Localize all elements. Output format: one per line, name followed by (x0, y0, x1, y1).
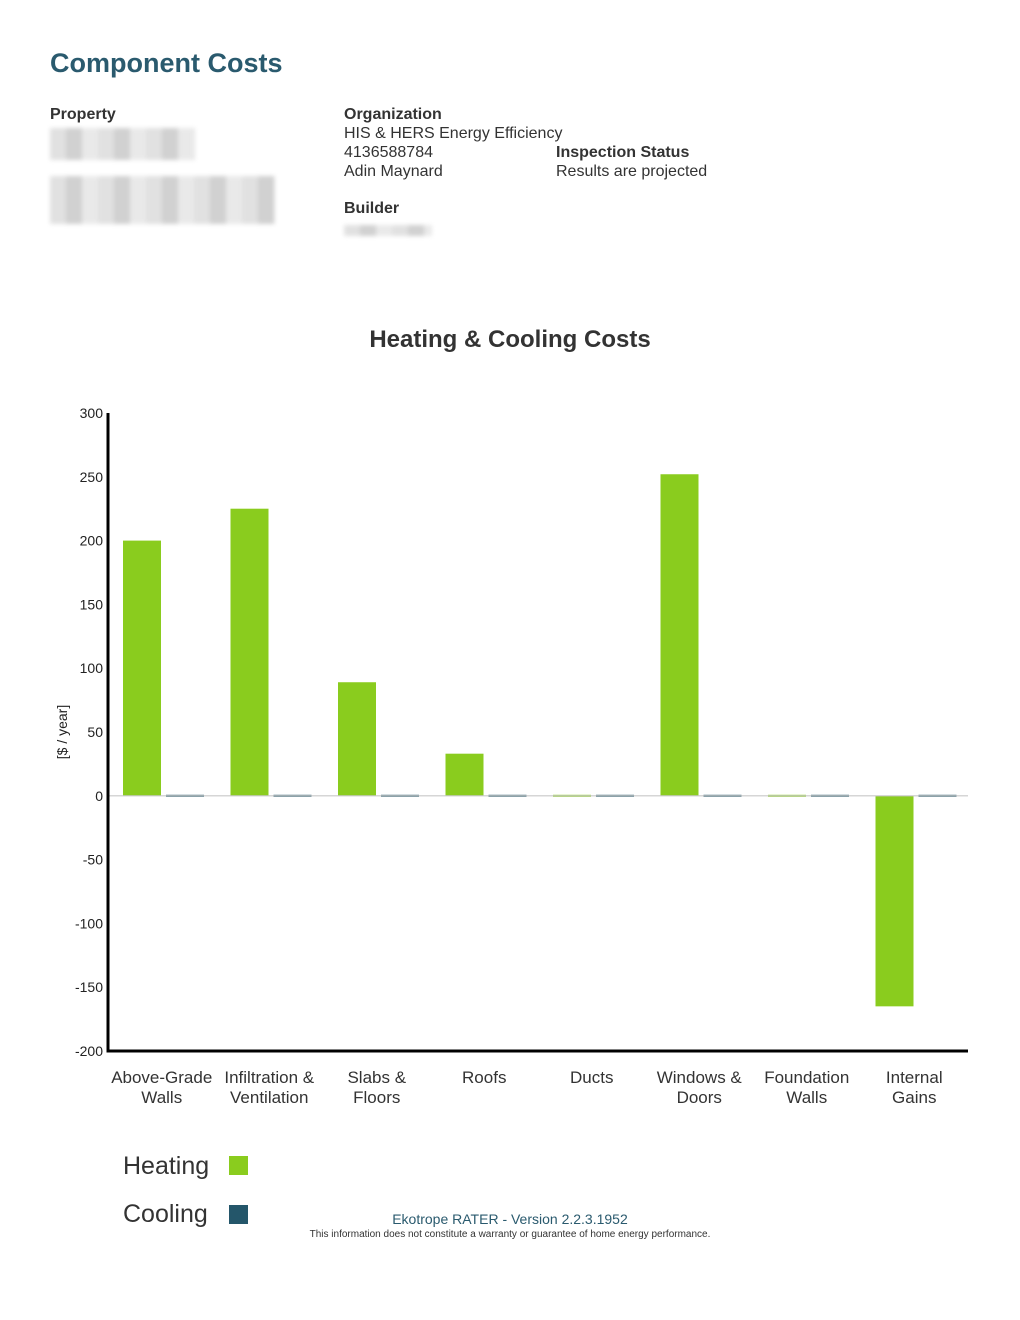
property-address-redacted (50, 128, 195, 160)
organization-label: Organization (344, 106, 442, 123)
y-tick-label: -50 (82, 851, 103, 868)
organization-phone: 4136588784 (344, 144, 433, 161)
x-tick-label: Above-Grade Walls (111, 1068, 213, 1107)
x-tick-label: Roofs (462, 1068, 507, 1087)
y-tick-label: 150 (79, 596, 103, 613)
x-tick-label: Foundation Walls (764, 1068, 850, 1107)
x-tick-label: Ducts (570, 1068, 614, 1087)
chart-title: Heating & Cooling Costs (369, 326, 651, 353)
y-tick-label: 50 (87, 724, 103, 740)
heating-cooling-chart (0, 380, 1020, 1120)
legend-label-cooling: Cooling (123, 1200, 208, 1228)
y-tick-label: 100 (79, 660, 103, 677)
builder-name-redacted (344, 225, 432, 236)
x-tick-label: Slabs & Floors (347, 1068, 407, 1107)
inspection-status-label: Inspection Status (556, 144, 690, 161)
inspection-status-value: Results are projected (556, 163, 708, 180)
inspection-section (556, 144, 707, 181)
bar-heating-7 (876, 796, 914, 1007)
builder-section (344, 200, 399, 218)
builder-label: Builder (344, 200, 400, 217)
x-tick-label: Infiltration & Ventilation (224, 1068, 315, 1107)
x-tick-label: Windows & Doors (656, 1068, 742, 1107)
legend-label-heating: Heating (123, 1152, 210, 1180)
bar-heating-1 (231, 509, 269, 796)
bar-heating-5 (661, 474, 699, 796)
legend-swatch-heating (229, 1156, 248, 1175)
x-tick-label: Internal Gains (885, 1068, 943, 1107)
bar-heating-2 (338, 682, 376, 796)
organization-section (344, 106, 563, 181)
footer-version: Ekotrope RATER - Version 2.2.3.1952 (392, 1211, 628, 1227)
y-axis-label: [$ / year] (54, 704, 70, 760)
property-label: Property (50, 106, 116, 123)
bar-heating-0 (123, 541, 161, 796)
y-tick-label: -100 (74, 915, 103, 932)
organization-contact: Adin Maynard (344, 163, 443, 180)
page-title: Component Costs (50, 48, 283, 78)
y-tick-label: -200 (74, 1043, 103, 1059)
footer-disclaimer: This information does not constitute a warranty or guarantee of home energy performance. (309, 1229, 711, 1240)
y-tick-label: 0 (95, 787, 103, 804)
bar-heating-3 (446, 754, 484, 796)
y-tick-label: 200 (79, 532, 103, 549)
y-tick-label: 300 (79, 405, 103, 421)
y-tick-label: -150 (74, 979, 103, 996)
property-section (50, 106, 116, 124)
organization-name: HIS & HERS Energy Efficiency (344, 125, 563, 142)
y-tick-label: 250 (79, 468, 103, 485)
property-details-redacted (50, 176, 275, 224)
